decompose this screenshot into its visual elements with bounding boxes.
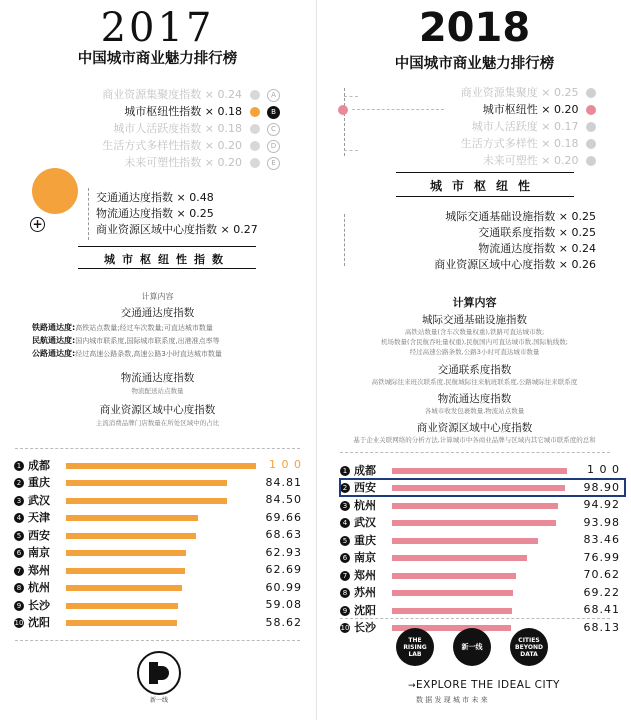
section-rule [78,268,256,269]
year-2018: 2018 [418,5,531,51]
ranking-row [14,596,304,614]
sub-index-row: 交通通达度指数 × 0.48 [96,191,214,204]
rank-city: 长沙 [28,598,50,612]
rank-city: 南京 [354,551,376,565]
index-row: 未来可塑性指数 × 0.20 E [80,154,280,171]
index-dot-icon [250,90,260,100]
rank-city: 天津 [28,511,50,525]
dashed-rule [15,640,300,641]
rank-city: 西安 [28,528,50,542]
panel-divider [316,0,317,720]
rank-value: 68.63 [265,528,302,541]
rank-number: 2 [340,483,350,493]
ranking-row [14,561,304,579]
calc-title: 城际交通基础设施指数 [422,314,527,326]
calc-line: 民航通达度:国内城市联系度,国际城市联系度,出港准点率等 [32,336,220,345]
rank-value: 94.92 [583,498,620,511]
index-dot-icon [250,141,260,151]
rank-city: 成都 [28,458,50,472]
ranking-row [14,614,304,632]
rising-lab-logo-icon: THE RISING LAB [396,628,434,666]
rank-bar [392,608,512,614]
rank-value: 76.99 [583,550,620,564]
dashed-rule [15,448,300,449]
rank-bar [66,603,178,609]
rank-value: 59.08 [265,598,302,611]
rank-city: 沈阳 [28,616,50,630]
sub-index-row: 物流通达度指数 × 0.24 [478,242,596,255]
rank-bar [66,620,177,626]
rank-bar [392,503,558,509]
index-dot-icon [338,105,348,115]
rank-number: 5 [340,536,350,546]
index-dot-icon [586,105,596,115]
rank-bar [392,468,567,474]
rank-value: 93.98 [583,515,620,529]
index-row: 生活方式多样性 × 0.18 [338,135,596,152]
rank-value: 69.22 [583,585,620,599]
rank-city: 长沙 [354,621,376,635]
rank-city: 南京 [28,546,50,560]
ranking-row [14,456,304,474]
panel-2017 [0,0,315,720]
calc-title: 物流通达度指数 [437,393,512,405]
index-dot-icon [586,139,596,149]
rank-value: 83.46 [583,533,620,546]
index-badge: A [267,89,280,102]
index-row: 城市人活跃度 × 0.17 [338,118,596,135]
calc-desc: 机场数量(含民航吞吐量权重),民航国内可直达城市数,国际航线数; [381,338,568,346]
ranking-row [340,496,625,514]
rank-value: 68.41 [583,603,620,616]
rank-city: 郑州 [28,563,50,577]
rank-city: 重庆 [354,533,376,547]
rank-value: 84.50 [265,493,302,506]
ranking-row [340,549,625,567]
rank-city: 西安 [354,481,376,495]
explore-subtext: 数 据 发 现 城 市 未 来 [416,696,488,704]
rank-bar [66,498,227,504]
calc-line: 公路通达度:经过高速公路条数,高速公路3小时直达城市数量 [32,349,222,358]
index-dot-icon [250,107,260,117]
rank-value: 68.13 [583,620,620,634]
rank-number: 4 [340,518,350,528]
cities-beyond-data-logo-icon: CITIES BEYOND DATA [510,628,548,666]
index-row: 生活方式多样性指数 × 0.20 D [80,137,280,154]
plus-icon: + [30,217,45,232]
rank-city: 沈阳 [354,603,376,617]
rank-number: 2 [14,478,24,488]
calc-line: 铁路通达度:高铁站点数量;经过车次数量;可直达城市数量 [32,323,213,332]
rank-bar [392,538,538,544]
index-row-active: 城市枢纽性指数 × 0.18 B [80,103,280,120]
rank-bar [66,533,196,539]
rank-number: 7 [14,566,24,576]
calc-heading: 计算内容 [141,292,174,301]
subs-2017 [96,190,258,238]
arrow-right-icon: → [408,681,416,691]
index-badge: E [267,157,280,170]
indices-2017 [80,86,280,171]
index-row: 商业资源集聚度 × 0.25 [338,84,596,101]
bracket-line [88,188,89,240]
rank-number: 10 [14,619,24,627]
calc-title: 商业资源区域中心度指数 [416,422,533,434]
brand-logo-text: 新一线 [149,697,168,704]
ranking-row [14,544,304,562]
rank-number: 9 [340,606,350,616]
rank-value: 62.69 [265,563,302,576]
year-2017: 2017 [100,5,215,51]
rank-city: 郑州 [354,568,376,582]
connector-line [352,109,444,110]
ranking-row [14,491,304,509]
calc-title: 交通通达度指数 [120,307,195,319]
index-dot-icon [586,88,596,98]
rank-number: 5 [14,531,24,541]
rank-bar [392,485,565,491]
rank-value: 98.90 [583,480,620,494]
dashed-rule [340,618,610,619]
rank-city: 武汉 [28,493,50,507]
calc-desc: 主流消费品牌门店数量在所处区域中的占比 [95,419,220,427]
bracket-line [344,214,345,266]
indices-2018 [338,84,596,169]
calc-title: 交通联系度指数 [437,364,512,376]
ranking-2018 [340,461,625,636]
rank-bar [392,573,516,579]
sub-index-row: 商业资源区域中心度指数 × 0.27 [96,223,258,236]
ranking-row [340,601,625,619]
subs-2018 [352,209,596,273]
rank-number: 7 [340,571,350,581]
rank-bar [392,555,527,561]
calc-desc: 经过高速公路条数,公路3小时可直达城市数量 [409,348,540,356]
rank-number: 9 [14,601,24,611]
ranking-row [340,566,625,584]
ranking-row [340,461,625,479]
rank-bar [392,590,513,596]
rank-value: 84.81 [265,475,302,489]
rank-value: 58.62 [265,615,302,629]
sub-index-row: 城际交通基础设施指数 × 0.25 [445,210,596,223]
rank-number: 1 [14,461,24,471]
index-badge: C [267,123,280,136]
index-dot-icon [250,158,260,168]
calc-desc: 高铁站数量(含车次数量权重),铁路可直达城市数; [404,328,545,336]
rank-city: 苏州 [354,586,376,600]
rank-city: 杭州 [354,498,376,512]
rank-number: 3 [340,501,350,511]
panel-2018 [318,0,631,720]
rank-value: 60.99 [265,580,302,594]
rank-number: 8 [14,583,24,593]
section-rule [396,172,574,173]
calc-title: 物流通达度指数 [120,372,195,384]
ranking-row [340,531,625,549]
rank-value: 1 0 0 [587,463,620,476]
rank-city: 成都 [354,463,376,477]
section-rule [78,246,256,247]
index-dot-icon [586,156,596,166]
ranking-row [14,579,304,597]
index-row: 商业资源集聚度指数 × 0.24 A [80,86,280,103]
rank-number: 1 [340,466,350,476]
index-dot-icon [250,124,260,134]
rank-bar [66,515,198,521]
title-2018: 中国城市商业魅力排行榜 [394,56,555,72]
ranking-2017 [14,456,304,631]
section-title-2018: 城市枢纽性 [429,179,540,193]
index-row-active: 城市枢纽性 × 0.20 [338,101,596,118]
ranking-row [14,526,304,544]
rank-value: 69.66 [265,510,302,524]
rank-city: 武汉 [354,516,376,530]
index-badge: D [267,140,280,153]
calc-desc: 各城市收发包裹数量,物流站点数量 [424,407,525,415]
orange-circle-icon [32,168,78,214]
calc-desc: 高铁城际往来班次联系度,民航城际往来航班联系度,公路城际往来联系度 [371,378,578,386]
rank-bar [66,568,185,574]
xinyixian-logo-icon: 新一线 [453,628,491,666]
section-title-2017: 城市枢纽性指数 [104,253,230,266]
sub-index-row: 交通联系度指数 × 0.25 [478,226,596,239]
rank-value: 1 0 0 [269,458,302,471]
calc-desc: 基于企业关联网络的分析方法,计算城市中各商业品牌与区域内其它城市联系度的总和 [353,436,596,444]
calc-desc: 物流配送站点数量 [131,387,184,395]
rank-number: 4 [14,513,24,523]
calc-heading: 计算内容 [452,296,497,309]
explore-text: EXPLORE THE IDEAL CITY [416,679,560,691]
rank-bar [392,520,556,526]
rank-bar [66,585,182,591]
rank-number: 10 [340,624,350,632]
index-dot-icon [586,122,596,132]
dashed-rule [340,452,610,453]
index-row: 未来可塑性 × 0.20 [338,152,596,169]
rank-number: 6 [340,553,350,563]
rank-number: 8 [340,588,350,598]
ranking-row [340,514,625,532]
rank-number: 6 [14,548,24,558]
ranking-row [14,509,304,527]
rank-bar [66,480,227,486]
sub-index-row: 商业资源区域中心度指数 × 0.26 [434,258,596,271]
calc-title: 商业资源区域中心度指数 [99,404,216,416]
rank-city: 杭州 [28,581,50,595]
ranking-row [14,474,304,492]
rank-bar [66,550,186,556]
rank-number: 3 [14,496,24,506]
rank-city: 重庆 [28,476,50,490]
ranking-row [340,479,625,497]
rank-value: 62.93 [265,545,302,559]
brand-logo-icon [137,651,181,695]
sub-index-row: 物流通达度指数 × 0.25 [96,207,214,220]
ranking-row [340,584,625,602]
rank-value: 70.62 [583,568,620,581]
calc-lines-2017 [32,322,312,361]
index-row: 城市人活跃度指数 × 0.18 C [80,120,280,137]
rank-bar [66,463,256,469]
section-rule [396,196,574,197]
title-2017: 中国城市商业魅力排行榜 [77,51,238,67]
index-badge: B [267,106,280,119]
